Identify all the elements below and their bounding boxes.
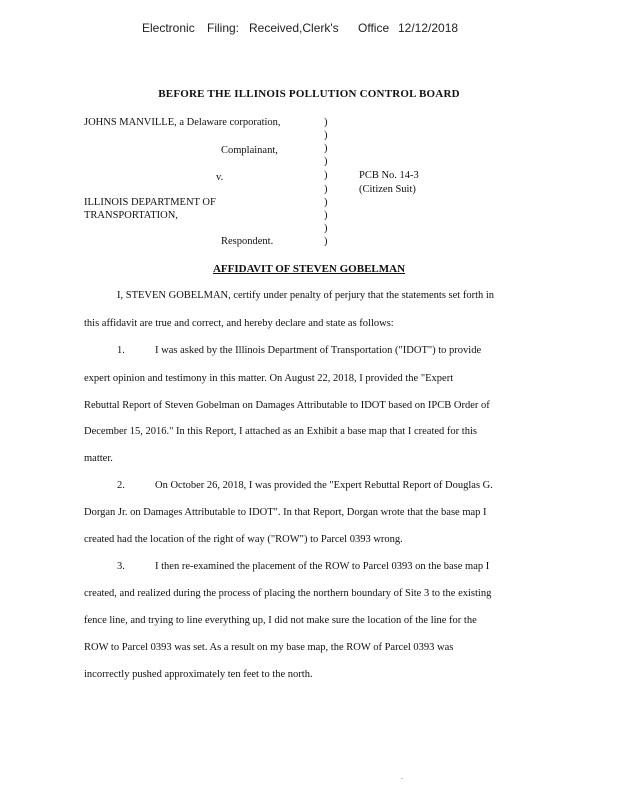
paragraph-line: matter. [84,453,113,464]
caption-paren: ) [324,143,328,154]
caption-paren: ) [324,117,328,128]
paragraph-number: 2. [117,480,125,491]
complainant-party: JOHNS MANVILLE, a Delaware corporation, [84,117,281,128]
stamp-received: Received,Clerk's [249,21,339,35]
caption-paren: ) [324,170,328,181]
paragraph-line: created had the location of the right of way ("ROW") to Parcel 0393 wrong. [84,534,403,545]
caption-paren: ) [324,156,328,167]
paragraph-number: 3. [117,561,125,572]
case-type: (Citizen Suit) [359,184,416,195]
respondent-party-line1: ILLINOIS DEPARTMENT OF [84,197,216,208]
paragraph-line: ROW to Parcel 0393 was set. As a result on my base map, the ROW of Parcel 0393 was [84,642,454,653]
paragraph-number: 1. [117,345,125,356]
stamp-office: Office [358,21,390,35]
case-number: PCB No. 14-3 [359,170,419,181]
caption-paren: ) [324,223,328,234]
caption-paren: ) [324,197,328,208]
paragraph-line: On October 26, 2018, I was provided the "Expert Rebuttal Report of Douglas G. [155,480,493,491]
affidavit-heading: AFFIDAVIT OF STEVEN GOBELMAN [212,263,406,275]
versus-label: v. [216,172,224,183]
caption-paren: ) [324,130,328,141]
paragraph-line: I was asked by the Illinois Department of Transportation ("IDOT") to provide [155,345,482,356]
stamp-date: 12/12/2018 [398,21,459,35]
paragraph-line: Dorgan Jr. on Damages Attributable to IDOT". In that Report, Dorgan wrote that the base map I [84,507,487,518]
caption-paren: ) [324,210,328,221]
caption-paren: ) [324,184,328,195]
paragraph-line: incorrectly pushed approximately ten feet to the north. [84,669,313,680]
paragraph-line: expert opinion and testimony in this matter. On August 22, 2018, I provided the "Expert [84,373,454,384]
paragraph-line: December 15, 2016." In this Report, I attached as an Exhibit a base map that I created for this [84,426,477,437]
caption-paren: ) [324,236,328,247]
paragraph-line: I then re-examined the placement of the ROW to Parcel 0393 on the base map I [155,561,490,572]
stamp-filing: Filing: [207,21,240,35]
complainant-role: Complainant, [221,145,278,156]
stamp-electronic: Electronic [142,21,195,35]
scan-speck: . [401,772,403,781]
paragraph-line: created, and realized during the process of placing the northern boundary of Site 3 to the existing [84,588,492,599]
paragraph-line: fence line, and trying to line everything up, I did not make sure the location of the line for the [84,615,477,626]
respondent-party-line2: TRANSPORTATION, [84,210,178,221]
respondent-role: Respondent. [221,236,274,247]
board-title: BEFORE THE ILLINOIS POLLUTION CONTROL BOARD [158,88,460,100]
paragraph-line: Rebuttal Report of Steven Gobelman on Damages Attributable to IDOT based on IPCB Order of [84,400,490,411]
intro-line: I, STEVEN GOBELMAN, certify under penalty of perjury that the statements set forth in [117,290,495,301]
intro-line: this affidavit are true and correct, and hereby declare and state as follows: [84,318,394,329]
